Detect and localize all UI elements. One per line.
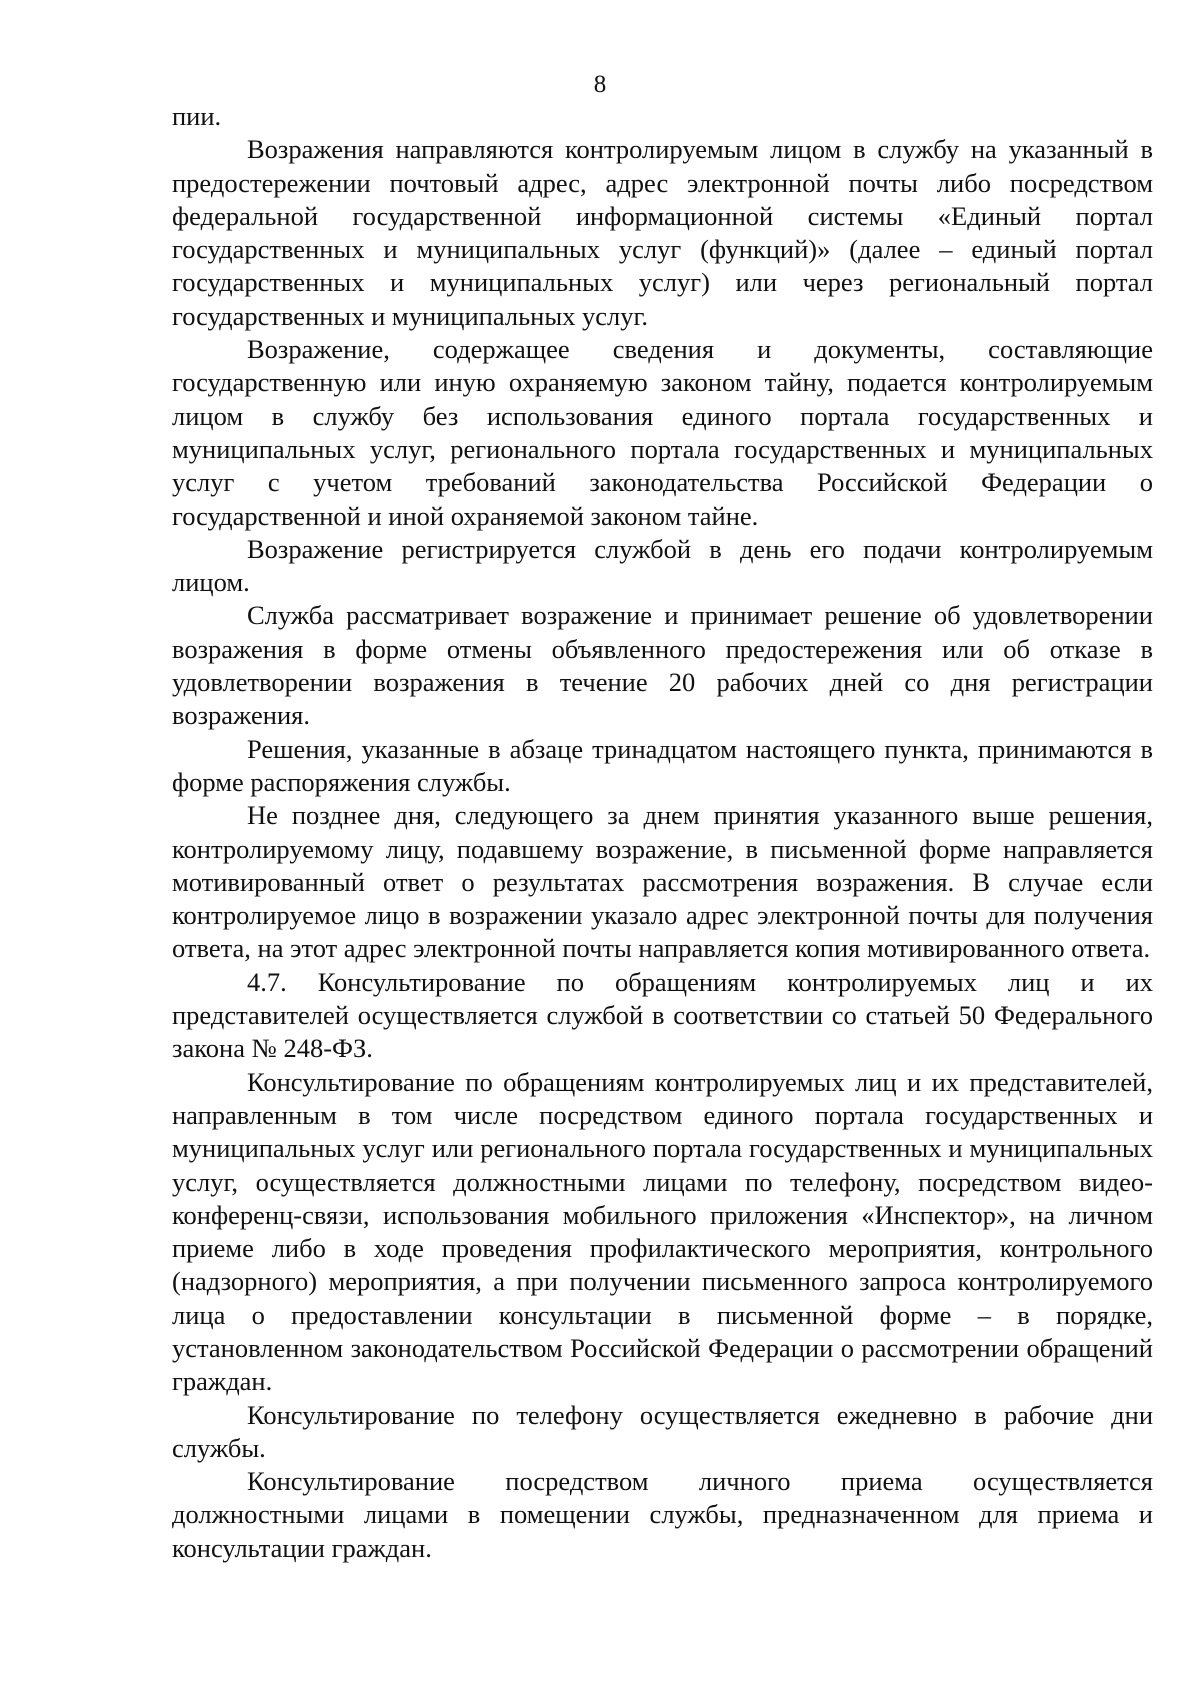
- paragraph: Консультирование по телефону осуществляется ежедневно в рабочие дни службы.: [172, 1399, 1153, 1463]
- paragraph-continuation: пии.: [172, 101, 222, 131]
- paragraph: Возражения направляются контролируемым лицом в службу на указанный в предостережении почтовый адрес, адрес электронной почты либо посредством федеральной государственной информационной системы «Единый портал государственных и муниципальных услуг (функций)» (далее – единый портал государственных и муниципальных услуг) или через региональный портал государственных и муниципальных услуг.: [172, 134, 1153, 331]
- paragraph: Возражение регистрируется службой в день его подачи контролируемым лицом.: [172, 533, 1153, 598]
- page-number: 8: [593, 71, 607, 98]
- paragraph: Служба рассматривает возражение и принимает решение об удовлетворении возражения в форме отмены объявленного предостережения или об отказе в удовлетворении возражения в течение 20 рабочих дней со дня регистрации возражения.: [172, 600, 1153, 731]
- paragraph: Консультирование посредством личного приема осуществляется должностными лицами в помещении службы, предназначенном для приема и консультации граждан.: [172, 1466, 1153, 1563]
- paragraph: Не позднее дня, следующего за днем принятия указанного выше решения, контролируемому лицу, подавшему возражение, в письменной форме направляется мотивированный ответ о результатах рассмотрения возражения. В случае если контролируемое лицо в возражении указало адрес электронной почты для получения ответа, на этот адрес электронной почты направляется копия мотивированного ответа.: [172, 800, 1153, 964]
- paragraph: Решения, указанные в абзаце тринадцатом настоящего пункта, принимаются в форме распоряжения службы.: [172, 733, 1153, 797]
- document-body: [172, 100, 1153, 1565]
- paragraph: Возражение, содержащее сведения и документы, составляющие государственную или иную охраняемую законом тайну, подается контролируемым лицом в службу без использования единого портала государственных и муниципальных услуг, регионального портала государственных и муниципальных услуг с учетом требований законодательства Российской Федерации о государственной и иной охраняемой законом тайне.: [172, 334, 1153, 531]
- paragraph: Консультирование по обращениям контролируемых лиц и их представителей, направленным в том числе посредством единого портала государственных и муниципальных услуг или регионального портала государственных и муниципальных услуг, осуществляется должностными лицами по телефону, посредством видео-конференц-связи, использования мобильного приложения «Инспектор», на личном приеме либо в ходе проведения профилактического мероприятия, контрольного (надзорного) мероприятия, а при получении письменного запроса контролируемого лица о предоставлении консультации в письменной форме – в порядке, установленном законодательством Российской Федерации о рассмотрении обращений граждан.: [172, 1066, 1153, 1397]
- paragraph-section-4-7: 4.7. Консультирование по обращениям контролируемых лиц и их представителей осуществляется службой в соответствии со статьей 50 Федерального закона № 248-ФЗ.: [172, 966, 1153, 1064]
